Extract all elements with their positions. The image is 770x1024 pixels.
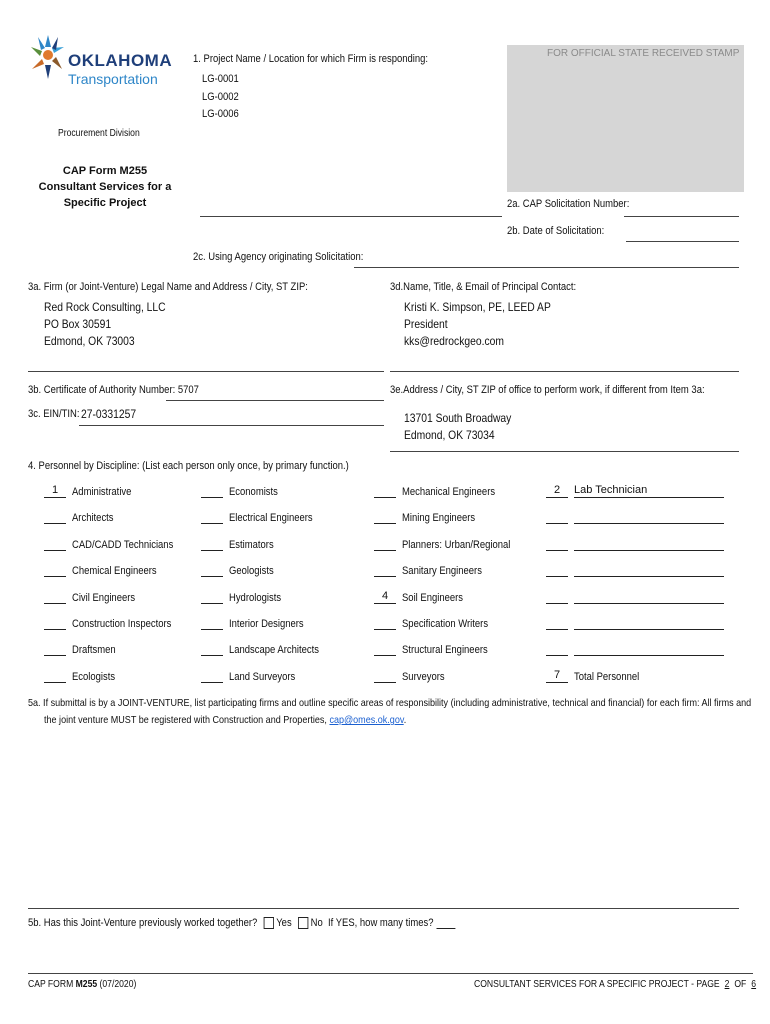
q3e-label: 3e.Address / City, ST ZIP of office to perform work, if different from Item 3a: (390, 384, 705, 396)
yes-checkbox[interactable] (263, 917, 273, 929)
personnel-col4-row-0 (546, 484, 730, 498)
personnel-col4-row-4 (546, 590, 730, 604)
q1-underline (200, 216, 502, 217)
cap-email-link[interactable]: cap@omes.ok.gov (329, 714, 404, 726)
personnel-col2-row-0 (201, 484, 286, 498)
personnel-count-field[interactable] (44, 590, 66, 604)
personnel-count-field[interactable] (546, 563, 568, 577)
personnel-col1-row-2 (44, 537, 190, 551)
personnel-col4-row-3 (546, 563, 730, 577)
footer-right (474, 979, 756, 990)
q3a-line-1[interactable]: Red Rock Consulting, LLC (44, 300, 166, 314)
personnel-col3-row-6 (374, 642, 502, 656)
personnel-discipline-label: Sanitary Engineers (402, 565, 482, 578)
procurement-division: Procurement Division (58, 128, 140, 139)
q5a-text-2-wrap (44, 714, 406, 726)
personnel-other-discipline-field[interactable] (574, 510, 724, 524)
oklahoma-star-icon (28, 33, 68, 83)
personnel-col1-row-7 (44, 669, 122, 683)
personnel-count-field[interactable] (546, 590, 568, 604)
personnel-col2-row-3 (201, 563, 281, 577)
q3c-label: 3c. EIN/TIN: (28, 408, 80, 420)
q2b-label: 2b. Date of Solicitation: (507, 225, 605, 237)
footer-of: OF (734, 979, 747, 990)
personnel-col3-row-4 (374, 590, 473, 604)
personnel-discipline-label: Surveyors (402, 670, 445, 683)
personnel-count-field[interactable] (201, 590, 223, 604)
personnel-col1-row-3 (44, 563, 170, 577)
personnel-count-field[interactable] (201, 669, 223, 683)
personnel-col3-row-1 (374, 510, 487, 524)
q3d-label: 3d.Name, Title, & Email of Principal Contact: (390, 281, 577, 293)
q2a-field[interactable] (624, 216, 739, 217)
personnel-col1-row-0 (44, 484, 141, 498)
q3b-label: 3b. Certificate of Authority Number: 5707 (28, 384, 199, 396)
q5a-end: . (403, 714, 407, 726)
personnel-count-field[interactable] (44, 537, 66, 551)
total-personnel-label: Total Personnel (574, 670, 640, 683)
q3d-line-2[interactable]: President (404, 317, 448, 331)
footer-form-number: M255 (75, 979, 98, 990)
q3e-line-2[interactable]: Edmond, OK 73034 (404, 428, 495, 442)
personnel-discipline-label: Structural Engineers (402, 644, 488, 657)
personnel-discipline-label: CAD/CADD Technicians (72, 538, 174, 551)
personnel-col1-row-5 (44, 616, 188, 630)
logo-text-transportation: Transportation (68, 71, 158, 87)
personnel-discipline-label: Interior Designers (229, 618, 304, 630)
personnel-count-field[interactable] (546, 642, 568, 656)
q3d-line-1[interactable]: Kristi K. Simpson, PE, LEED AP (404, 300, 551, 314)
q3a-underline (28, 371, 384, 372)
personnel-count-field[interactable] (201, 537, 223, 551)
personnel-count-field[interactable] (44, 642, 66, 656)
personnel-other-discipline-field[interactable] (574, 616, 724, 630)
personnel-col2-row-6 (201, 642, 334, 656)
footer-form-prefix: CAP FORM (28, 979, 76, 990)
personnel-col3-row-5 (374, 616, 502, 630)
q3a-label: 3a. Firm (or Joint-Venture) Legal Name and Address / City, ST ZIP: (28, 281, 308, 293)
personnel-col4-row-5 (546, 616, 730, 630)
personnel-count-field[interactable] (201, 616, 223, 630)
personnel-col3-row-7 (374, 669, 452, 683)
personnel-discipline-label: Hydrologists (229, 591, 282, 604)
q4-label: 4. Personnel by Discipline: (List each person only once, by primary function.) (28, 460, 349, 472)
personnel-discipline-label: Soil Engineers (402, 591, 464, 604)
personnel-col2-row-4 (201, 590, 290, 604)
personnel-count-field[interactable] (374, 563, 396, 577)
personnel-discipline-label: Mining Engineers (402, 512, 476, 525)
personnel-count-field[interactable]: 1 (44, 484, 66, 498)
personnel-count-field[interactable] (44, 616, 66, 630)
personnel-count-field[interactable] (374, 510, 396, 524)
q5a-text-1: 5a. If submittal is by a JOINT-VENTURE, list participating firms and outline specific areas of responsibility (including administrative, technical and financial) for each firm: All firms and (28, 697, 752, 709)
personnel-col2-row-1 (201, 510, 326, 524)
q5b-row (28, 915, 460, 929)
q3d-line-3[interactable]: kks@redrockgeo.com (404, 334, 504, 348)
personnel-count-field[interactable] (374, 484, 396, 498)
personnel-count-field[interactable] (546, 537, 568, 551)
logo-text-oklahoma: OKLAHOMA (68, 51, 173, 70)
personnel-col3-row-3 (374, 563, 495, 577)
q1-label: 1. Project Name / Location for which Firm is responding: (193, 53, 429, 65)
personnel-count-field[interactable] (374, 642, 396, 656)
personnel-count-field[interactable] (44, 669, 66, 683)
stamp-label: FOR OFFICIAL STATE RECEIVED STAMP (547, 48, 740, 59)
personnel-count-field[interactable] (374, 616, 396, 630)
personnel-discipline-label: Landscape Architects (229, 644, 319, 657)
personnel-col4-row-6 (546, 642, 730, 656)
personnel-count-field[interactable]: 4 (374, 590, 396, 604)
footer-title: CONSULTANT SERVICES FOR A SPECIFIC PROJECT - PAGE (474, 979, 720, 990)
personnel-col1-row-4 (44, 590, 145, 604)
personnel-discipline-label: Mechanical Engineers (402, 486, 496, 498)
q5b-top-rule (28, 908, 739, 909)
personnel-count-field[interactable] (201, 484, 223, 498)
personnel-other-discipline-field[interactable] (574, 563, 724, 577)
personnel-other-discipline-field[interactable] (574, 590, 724, 604)
personnel-col3-row-0 (374, 484, 510, 498)
personnel-discipline-label: Planners: Urban/Regional (402, 538, 511, 551)
personnel-count-field[interactable] (201, 510, 223, 524)
personnel-count-field[interactable] (546, 616, 568, 630)
footer-left (28, 979, 136, 990)
personnel-col1-row-6 (44, 642, 123, 656)
personnel-count-field[interactable] (374, 669, 396, 683)
personnel-count-field[interactable] (201, 563, 223, 577)
q5b-label: 5b. Has this Joint-Venture previously worked together? (28, 916, 258, 929)
official-stamp-box (507, 45, 744, 192)
q3e-underline (390, 451, 739, 452)
personnel-count-field[interactable] (374, 537, 396, 551)
q2c-label: 2c. Using Agency originating Solicitation: (193, 251, 364, 263)
personnel-discipline-label: Specification Writers (402, 618, 489, 630)
logo (28, 33, 173, 87)
personnel-discipline-label: Ecologists (72, 670, 116, 683)
personnel-discipline-label: Electrical Engineers (229, 512, 313, 525)
personnel-other-discipline-field[interactable] (574, 537, 724, 551)
personnel-count-field[interactable] (44, 510, 66, 524)
personnel-discipline-label: Draftsmen (72, 644, 116, 657)
personnel-col1-row-1 (44, 510, 120, 524)
personnel-col4-row-1 (546, 510, 730, 524)
footer-rule (28, 973, 753, 974)
personnel-col2-row-2 (201, 537, 281, 551)
q3a-line-2[interactable]: PO Box 30591 (44, 317, 112, 331)
personnel-other-discipline-field[interactable] (574, 642, 724, 656)
form-title-line-2: Consultant Services for a (38, 181, 172, 193)
personnel-discipline-label: Architects (72, 512, 114, 525)
if-yes-label: If YES, how many times? (328, 916, 434, 929)
q3e-line-1[interactable]: 13701 South Broadway (404, 411, 512, 425)
personnel-count-field[interactable] (201, 642, 223, 656)
personnel-discipline-label: Geologists (229, 565, 274, 578)
total-personnel-field[interactable]: 7 (546, 669, 568, 683)
q3c-field (79, 425, 384, 426)
personnel-discipline-label: Construction Inspectors (72, 618, 172, 630)
q1-value-2[interactable]: LG-0002 (202, 91, 239, 103)
footer-form-date: (07/2020) (97, 979, 137, 990)
q5a-text-2: the joint venture MUST be registered with Construction and Properties, (44, 714, 327, 726)
footer-page-number: 2 (724, 979, 730, 990)
q2a-label: 2a. CAP Solicitation Number: (507, 198, 630, 210)
personnel-other-discipline-field[interactable]: Lab Technician (574, 484, 724, 498)
yes-label: Yes (276, 916, 292, 929)
q1-value-3[interactable]: LG-0006 (202, 108, 239, 120)
personnel-discipline-label: Chemical Engineers (72, 565, 157, 578)
personnel-discipline-label: Estimators (229, 538, 274, 551)
personnel-col2-row-5 (201, 616, 316, 630)
personnel-discipline-label: Civil Engineers (72, 591, 136, 604)
q3a-line-3[interactable]: Edmond, OK 73003 (44, 334, 135, 348)
total-personnel-row (546, 669, 650, 683)
form-title-line-3: Specific Project (63, 197, 147, 209)
no-checkbox[interactable] (298, 917, 308, 929)
q3d-underline (390, 371, 739, 372)
form-title (20, 163, 190, 211)
footer-page-total: 6 (751, 979, 757, 990)
q2b-field[interactable] (626, 241, 739, 242)
q2c-field[interactable] (354, 267, 739, 268)
no-label: No (310, 916, 323, 929)
form-title-line-1: CAP Form M255 (62, 165, 148, 177)
personnel-count-field[interactable] (546, 510, 568, 524)
personnel-col3-row-2 (374, 537, 528, 551)
q1-value-1[interactable]: LG-0001 (202, 73, 239, 85)
times-field[interactable] (436, 915, 455, 929)
q3c-value[interactable]: 27-0331257 (81, 407, 137, 421)
personnel-discipline-label: Land Surveyors (229, 670, 296, 683)
personnel-discipline-label: Administrative (72, 486, 132, 498)
q3b-field[interactable] (166, 400, 384, 401)
personnel-col4-row-2 (546, 537, 730, 551)
personnel-discipline-label: Economists (229, 486, 278, 498)
personnel-count-field[interactable]: 2 (546, 484, 568, 498)
personnel-col2-row-7 (201, 669, 306, 683)
personnel-count-field[interactable] (44, 563, 66, 577)
